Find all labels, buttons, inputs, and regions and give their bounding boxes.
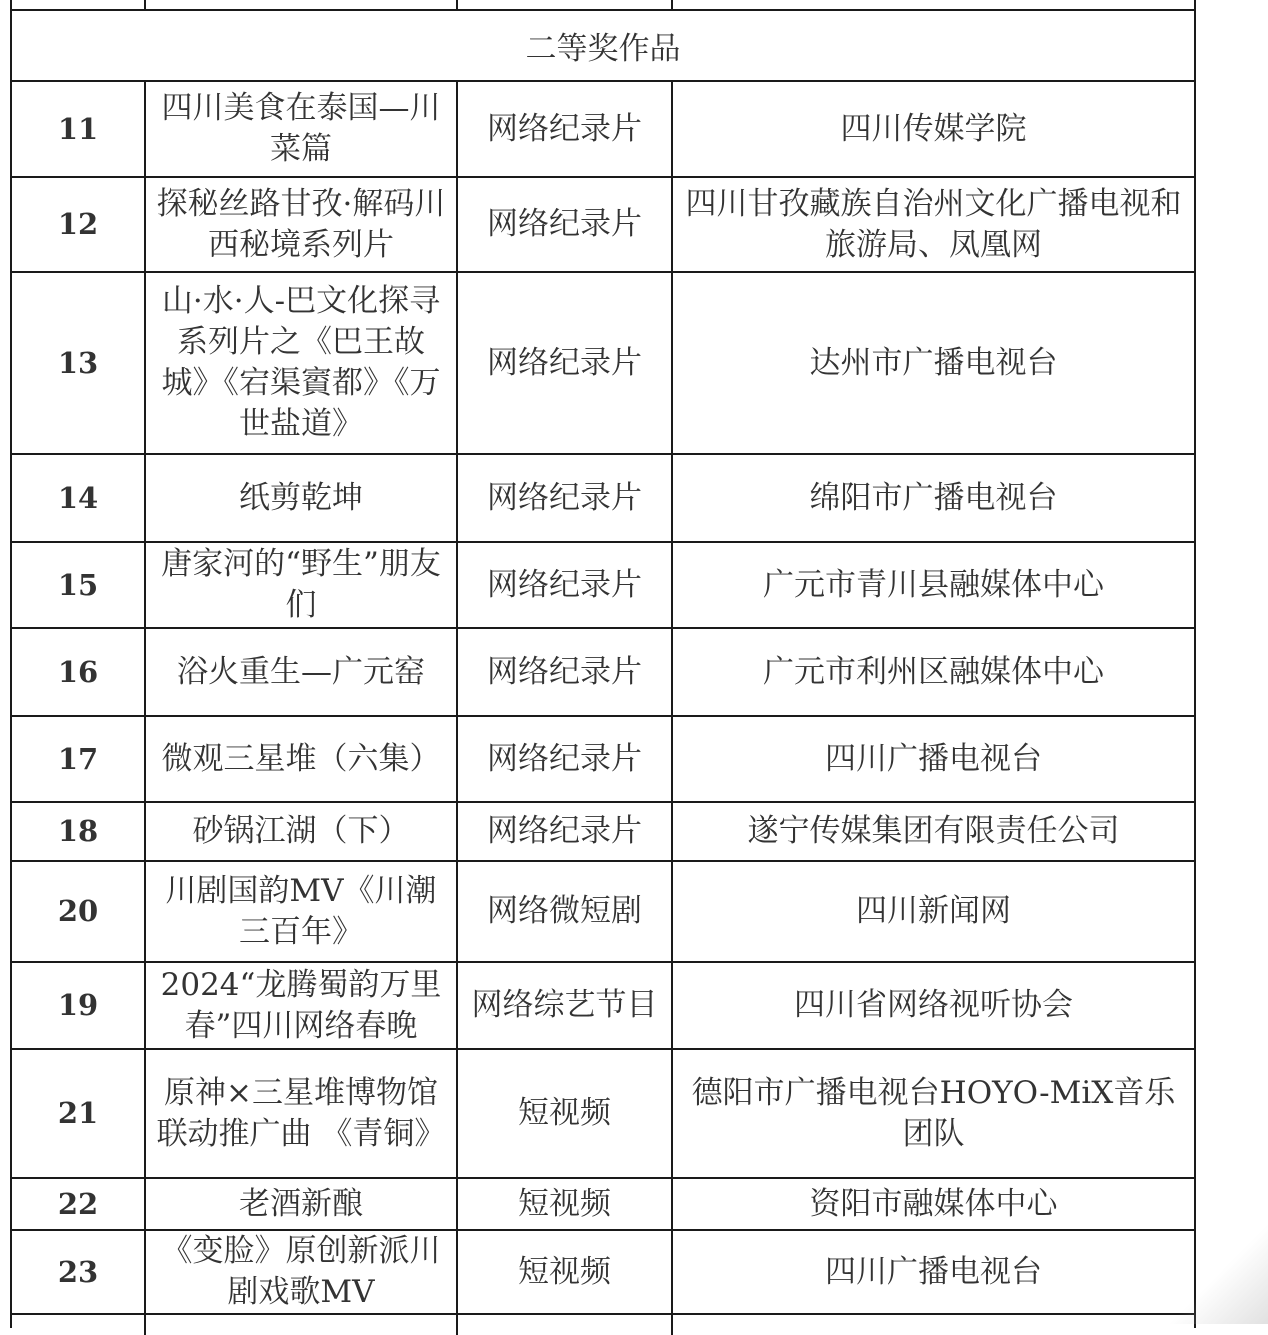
cell-title: 四川美食在泰国—川菜篇 xyxy=(146,82,458,176)
cell-unit: 四川甘孜藏族自治州文化广播电视和旅游局、凤凰网 xyxy=(685,185,1182,263)
cell-number: 23 xyxy=(12,1231,146,1313)
cell-category: 网络纪录片 xyxy=(458,273,673,453)
table-row xyxy=(12,273,1194,455)
cell-number: 16 xyxy=(12,629,146,715)
cell-title: 浴火重生—广元窑 xyxy=(146,629,458,715)
table-row xyxy=(12,629,1194,717)
table-row xyxy=(12,82,1194,178)
cell-unit: 广元市利州区融媒体中心 xyxy=(763,653,1104,690)
cell-title: 川剧国韵MV《川潮三百年》 xyxy=(146,862,458,961)
cell-category: 短视频 xyxy=(458,1231,673,1313)
table-row xyxy=(12,178,1194,273)
cell-title xyxy=(146,0,458,9)
cell-title: 原神×三星堆博物馆联动推广曲 《青铜》 xyxy=(146,1050,458,1177)
cell-category: 网络纪录片 xyxy=(458,178,673,271)
section-title: 二等奖作品 xyxy=(525,31,681,67)
cell-unit: 德阳市广播电视台HOYO-MiX音乐团队 xyxy=(691,1074,1176,1152)
cell-title: 山·水·人-巴文化探寻系列片之《巴王故城》《宕渠賨都》《万世盐道》 xyxy=(146,273,458,453)
table-row xyxy=(12,1050,1194,1179)
cell-title xyxy=(146,1315,458,1335)
cell-category: 网络纪录片 xyxy=(458,717,673,801)
cell-category: 网络微短剧 xyxy=(458,862,673,961)
cell-unit: 四川新闻网 xyxy=(856,893,1011,929)
table-row xyxy=(12,1179,1194,1231)
cell-unit xyxy=(673,0,1194,9)
cell-unit: 四川广播电视台 xyxy=(825,740,1042,777)
table-row xyxy=(12,455,1194,543)
table-row-partial xyxy=(12,0,1194,11)
cell-title: 探秘丝路甘孜·解码川西秘境系列片 xyxy=(146,178,458,271)
table-row xyxy=(12,1231,1194,1315)
cell-title: 唐家河的“野生”朋友们 xyxy=(146,543,458,627)
cell-unit: 绵阳市广播电视台 xyxy=(809,479,1058,516)
cell-category: 网络纪录片 xyxy=(458,803,673,860)
table-row-partial xyxy=(12,1315,1194,1335)
cell-number: 18 xyxy=(12,803,146,860)
cell-number xyxy=(12,0,146,9)
table-row xyxy=(12,717,1194,803)
cell-category xyxy=(458,0,673,9)
cell-title: 2024“龙腾蜀韵万里春”四川网络春晚 xyxy=(146,963,458,1048)
table-row xyxy=(12,963,1194,1050)
cell-number: 15 xyxy=(12,543,146,627)
cell-category: 网络综艺节目 xyxy=(458,963,673,1048)
cell-category: 网络纪录片 xyxy=(458,543,673,627)
cell-unit: 遂宁传媒集团有限责任公司 xyxy=(747,813,1120,849)
cell-number: 17 xyxy=(12,717,146,801)
cell-title: 《变脸》原创新派川剧戏歌MV xyxy=(146,1231,458,1313)
cell-unit: 广元市青川县融媒体中心 xyxy=(763,566,1104,603)
page-curl-shadow xyxy=(1128,1214,1268,1324)
cell-category: 网络纪录片 xyxy=(458,455,673,541)
cell-unit: 达州市广播电视台 xyxy=(809,344,1058,381)
cell-unit: 四川省网络视听协会 xyxy=(794,987,1073,1023)
awards-table xyxy=(10,0,1196,1328)
cell-category: 短视频 xyxy=(458,1179,673,1229)
cell-category: 网络纪录片 xyxy=(458,82,673,176)
cell-number xyxy=(12,1315,146,1335)
cell-number: 22 xyxy=(12,1179,146,1229)
cell-category xyxy=(458,1315,673,1335)
cell-number: 11 xyxy=(12,82,146,176)
table-row xyxy=(12,803,1194,862)
cell-unit xyxy=(673,1315,1194,1335)
cell-title: 砂锅江湖（下） xyxy=(146,803,458,860)
cell-number: 13 xyxy=(12,273,146,453)
cell-title: 微观三星堆（六集） xyxy=(146,717,458,801)
cell-number: 20 xyxy=(12,862,146,961)
cell-unit: 四川传媒学院 xyxy=(840,110,1027,147)
cell-category: 短视频 xyxy=(458,1050,673,1177)
cell-unit: 资阳市融媒体中心 xyxy=(809,1185,1058,1222)
table-row xyxy=(12,862,1194,963)
section-header-row xyxy=(12,11,1194,82)
cell-number: 12 xyxy=(12,178,146,271)
cell-category: 网络纪录片 xyxy=(458,629,673,715)
cell-number: 21 xyxy=(12,1050,146,1177)
cell-unit: 四川广播电视台 xyxy=(825,1253,1042,1290)
table-row xyxy=(12,543,1194,629)
cell-title: 老酒新酿 xyxy=(146,1179,458,1229)
cell-number: 14 xyxy=(12,455,146,541)
cell-number: 19 xyxy=(12,963,146,1048)
cell-title: 纸剪乾坤 xyxy=(146,455,458,541)
